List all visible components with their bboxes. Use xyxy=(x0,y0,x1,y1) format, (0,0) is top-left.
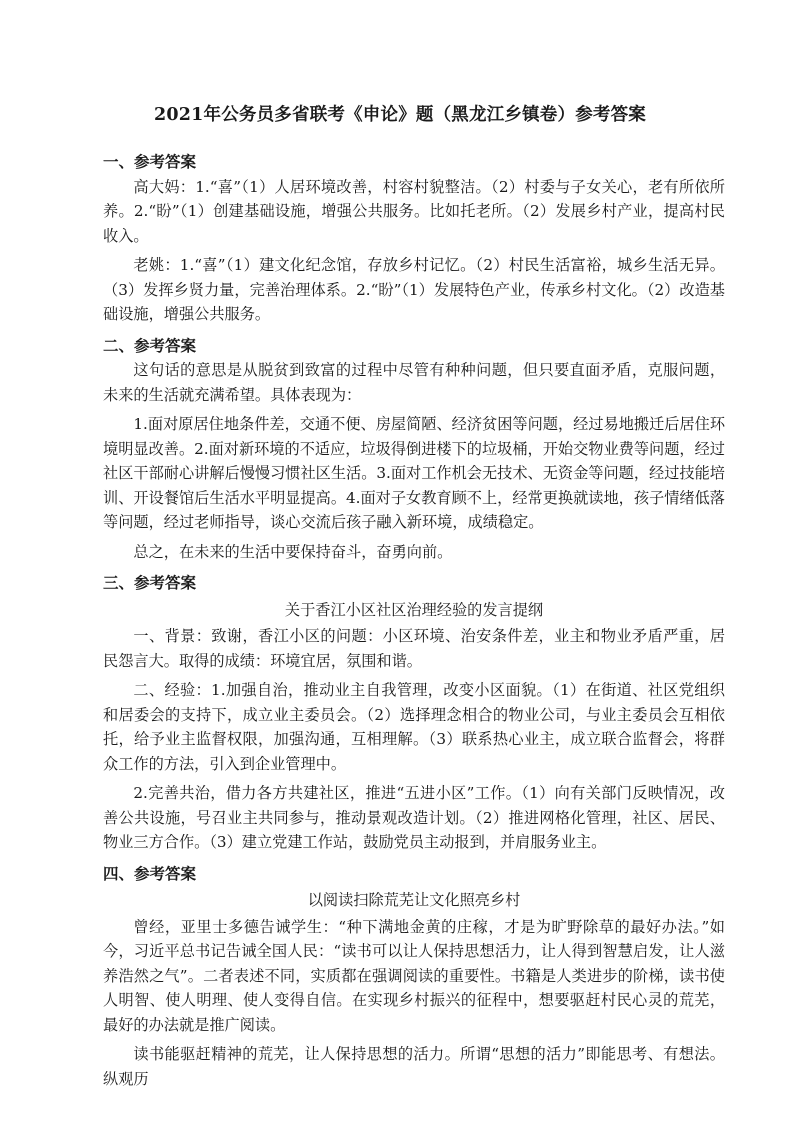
section-3-subtitle: 关于香江小区社区治理经验的发言提纲 xyxy=(284,600,544,619)
section-2-paragraph: 总之，在未来的生活中要保持奋斗，奋勇向前。 xyxy=(133,542,453,561)
section-4-paragraph: 曾经，亚里士多德告诫学生：“种下满地金黄的庄稼，才是为旷野除草的最好办法。”如今，习近平总书记告诫全国人民：“读书可以让人保持思想活力，让人得到智慧启发，让人滋养浩然之气”。二者表述不同，实质都在强调阅读的重要性。书籍是人类进步的阶梯，读书使人明智、使人明理、使人变得自信。在实现乡村振兴的征程中，想要驱赶村民心灵的荒芜，最好的办法就是推广阅读。 xyxy=(103,917,725,1034)
section-2-paragraph: 1.面对原居住地条件差，交通不便、房屋简陋、经济贫困等问题，经过易地搬迁后居住环境明显改善。2.面对新环境的不适应，垃圾得倒进楼下的垃圾桶，开始交物业费等问题，经过社区干部耐心讲解后慢慢习惯社区生活。3.面对工作机会无技术、无资金等问题，经过技能培训、开设餐馆后生活水平明显提高。4.面对子女教育顾不上，经常更换就读地，孩子情绪低落等问题，经过老师指导，谈心交流后孩子融入新环境，成绩稳定。 xyxy=(103,415,726,531)
section-4-paragraph: 读书能驱赶精神的荒芜，让人保持思想的活力。所谓“思想的活力”即能思考、有想法。纵观历 xyxy=(103,1045,725,1088)
section-1-paragraph: 老姚：1.“喜”（1）建文化纪念馆，存放乡村记忆。（2）村民生活富裕，城乡生活无异。（3）发挥乡贤力量，完善治理体系。2.“盼”（1）发展特色产业，传承乡村文化。（2）改造基础设施，增强公共服务。 xyxy=(103,256,725,323)
section-4-heading: 四、参考答案 xyxy=(103,863,197,883)
section-4-subtitle: 以阅读扫除荒芜让文化照亮乡村 xyxy=(307,891,521,909)
section-3-paragraph: 一、背景：致谢，香江小区的问题：小区环境、治安条件差，业主和物业矛盾严重，居民怨言大。取得的成绩：环境宜居，氛围和谐。 xyxy=(103,627,725,670)
section-3-paragraph: 二、经验：1.加强自治，推动业主自我管理，改变小区面貌。（1）在街道、社区党组织和居委会的支持下，成立业主委员会。（2）选择理念相合的物业公司，与业主委员会互相依托，给予业主监督权限，加强沟通，互相理解。（3）联系热心业主，成立联合监督会，将群众工作的方法，引入到企业管理中。 xyxy=(103,681,725,773)
section-2-paragraph: 这句话的意思是从脱贫到致富的过程中尽管有种种问题，但只要直面矛盾，克服问题，未来的生活就充满希望。具体表现为： xyxy=(103,361,725,404)
section-1-heading: 一、参考答案 xyxy=(103,152,197,171)
section-3-paragraph: 2.完善共治，借力各方共建社区，推进“五进小区”工作。（1）向有关部门反映情况，改善公共设施，号召业主共同参与，推动景观改造计划。（2）推进网格化管理，社区、居民、物业三方合作。（3）建立党建工作站，鼓励党员主动报到，并肩服务业主。 xyxy=(103,784,725,851)
document-title: 2021年公务员多省联考《申论》题（黑龙江乡镇卷）参考答案 xyxy=(153,105,646,125)
section-1-paragraph: 高大妈：1.“喜”（1）人居环境改善，村容村貌整洁。（2）村委与子女关心，老有所依所养。2.“盼”（1）创建基础设施，增强公共服务。比如托老所。（2）发展乡村产业，提高村民收入。 xyxy=(103,177,725,245)
section-3-heading: 三、参考答案 xyxy=(103,573,197,592)
section-2-heading: 二、参考答案 xyxy=(103,335,197,355)
document-body xyxy=(103,150,725,1091)
